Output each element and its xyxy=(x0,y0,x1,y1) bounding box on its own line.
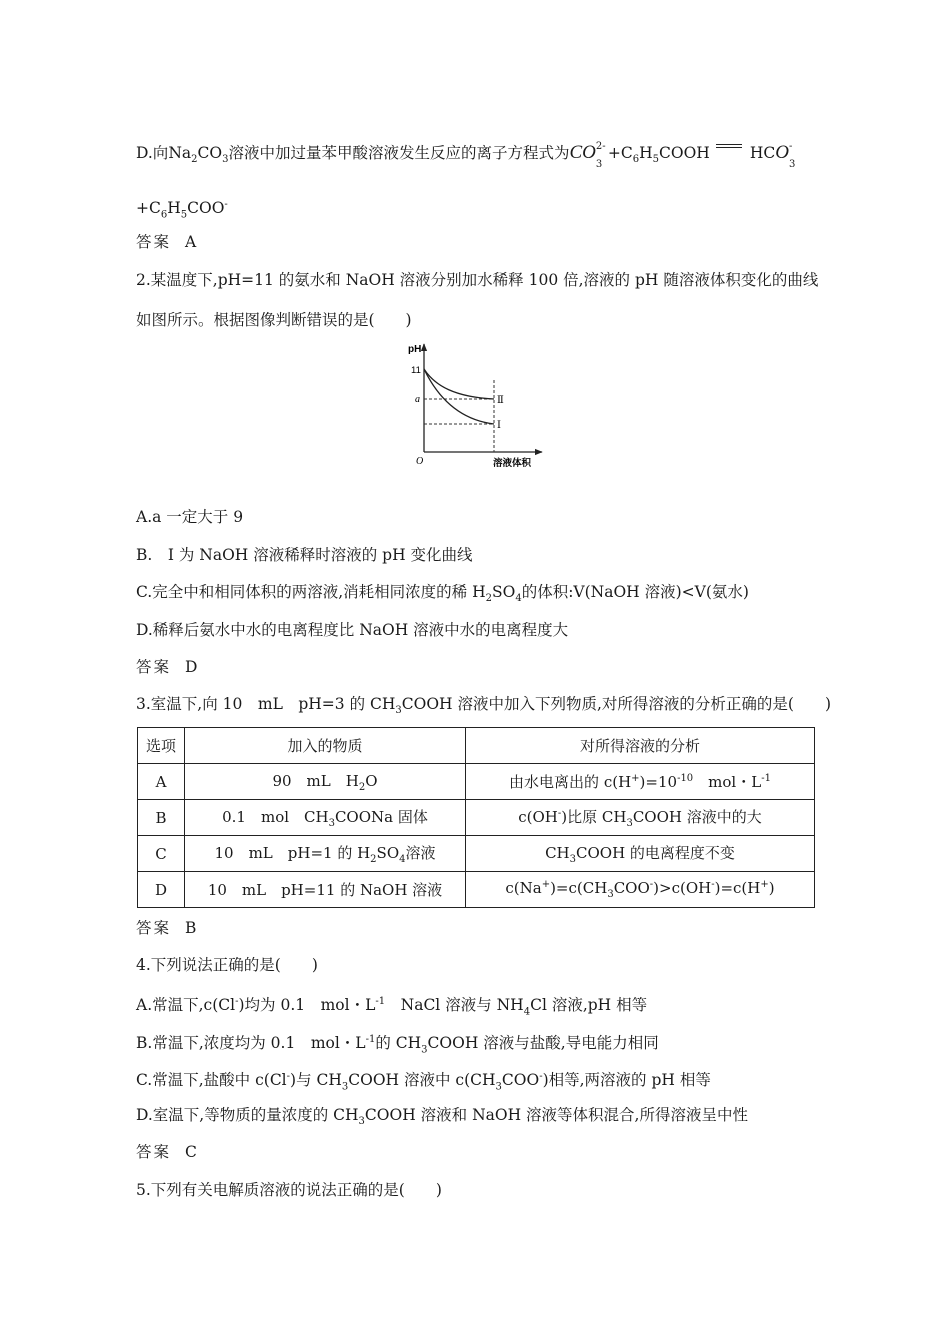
header-option: 选项 xyxy=(138,728,185,764)
table-row xyxy=(138,872,815,908)
table-row xyxy=(138,764,815,800)
row-option: A xyxy=(138,764,185,800)
row-analysis: 由水电离出的 $c(H^+)=10^{-10}$ mol・$L^{-1}$ xyxy=(466,764,815,800)
origin-label: O xyxy=(416,456,424,467)
row-analysis: $c(Na^+)=c(CH_3COO^-)>c(OH^-)=c(H^+)$ xyxy=(466,872,815,908)
header-substance: 加入的物质 xyxy=(185,728,466,764)
q1-option-d-continued: $+C_6H_5COO^-$ xyxy=(136,199,228,221)
q5-stem: 5.下列有关电解质溶液的说法正确的是( ) xyxy=(136,1181,442,1199)
q4-option-b: B.常温下,浓度均为 0.1 mol・$L^{-1}$的 $CH_3COOH$ 溶液与盐酸,导电能力相同 xyxy=(136,1034,659,1056)
curve-ii xyxy=(424,369,494,399)
q3-options-table xyxy=(137,727,815,908)
q2-option-c: C.完全中和相同体积的两溶液,消耗相同浓度的稀 $H_2SO_4$的体积:V(NaOH 溶液)<V(氨水) xyxy=(136,583,749,605)
x-axis-label: 溶液体积 xyxy=(493,458,532,469)
q4-stem: 4.下列说法正确的是( ) xyxy=(136,956,318,974)
curve-i xyxy=(424,369,494,424)
row-substance: 0.1 mol $CH_3COONa$ 固体 xyxy=(185,800,466,836)
table-row xyxy=(138,800,815,836)
row-option: B xyxy=(138,800,185,836)
q3-answer: 答案 B xyxy=(136,919,197,937)
q2-stem-line2: 如图所示。根据图像判断错误的是( ) xyxy=(136,311,412,329)
y-tick-a: a xyxy=(415,394,420,405)
q2-answer: 答案 D xyxy=(136,658,198,676)
q1-answer: 答案 A xyxy=(136,233,197,251)
row-substance: 10 mL pH=11 的 NaOH 溶液 xyxy=(185,872,466,908)
row-analysis: $CH_3COOH$ 的电离程度不变 xyxy=(466,836,815,872)
q2-option-b: B. Ⅰ 为 NaOH 溶液稀释时溶液的 pH 变化曲线 xyxy=(136,546,473,564)
header-analysis: 对所得溶液的分析 xyxy=(466,728,815,764)
ph-dilution-graph xyxy=(405,340,550,470)
row-substance: 90 mL $H_2O$ xyxy=(185,764,466,800)
y-axis-label: pH xyxy=(408,344,422,355)
row-option: C xyxy=(138,836,185,872)
q2-stem-line1: 2.某温度下,pH=11 的氨水和 NaOH 溶液分别加水稀释 100 倍,溶液的 pH 随溶液体积变化的曲线 xyxy=(136,271,819,289)
q3-stem: 3.室温下,向 10 mL pH=3 的 $CH_3COOH$ 溶液中加入下列物质,对所得溶液的分析正确的是( ) xyxy=(136,695,832,717)
table-header-row xyxy=(138,728,815,764)
q4-option-a: A.常温下,c(Cl-)均为 0.1 mol・$L^{-1}$ NaCl 溶液与 $NH_4Cl$ 溶液,pH 相等 xyxy=(136,996,648,1018)
curve-i-label: Ⅰ xyxy=(497,420,501,431)
q4-answer: 答案 C xyxy=(136,1143,197,1161)
q2-option-d: D.稀释后氨水中水的电离程度比 NaOH 溶液中水的电离程度大 xyxy=(136,621,569,639)
row-substance: 10 mL pH=1 的 $H_2SO_4$溶液 xyxy=(185,836,466,872)
q1-option-d: D.向$Na_2CO_3$溶液中加过量苯甲酸溶液发生反应的离子方程式为CO 2- 3 $+C_6H_5COOH$ HCO - 3 xyxy=(136,141,796,170)
q2-option-a: A.a 一定大于 9 xyxy=(136,508,244,526)
row-option: D xyxy=(138,872,185,908)
y-tick-11: 11 xyxy=(411,365,421,376)
curve-ii-label: Ⅱ xyxy=(497,395,504,406)
equals-arrow xyxy=(716,144,742,164)
table-row xyxy=(138,836,815,872)
q4-option-d: D.室温下,等物质的量浓度的 $CH_3COOH$ 溶液和 NaOH 溶液等体积混合,所得溶液呈中性 xyxy=(136,1106,748,1128)
row-analysis: c(OH-)比原 $CH_3COOH$ 溶液中的大 xyxy=(466,800,815,836)
q4-option-c: C.常温下,盐酸中 c(Cl-)与 $CH_3COOH$ 溶液中 $c(CH_3COO^-)$相等,两溶液的 pH 相等 xyxy=(136,1071,711,1093)
